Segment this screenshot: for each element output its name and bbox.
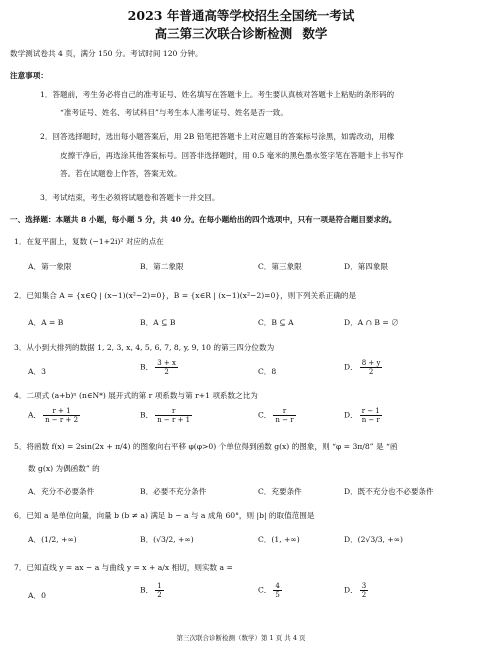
q4-option-a-label: A．: [28, 410, 42, 420]
q4-option-d-fraction: [360, 407, 382, 424]
q6-option-d: D．(2√3/3, +∞): [344, 535, 404, 544]
q4-option-a: [28, 407, 82, 424]
q4-d-denominator: n − r: [361, 416, 380, 424]
q4-c-numerator: r: [273, 407, 295, 416]
q5-option-d: D．既不充分也不必要条件: [344, 487, 434, 496]
q4-b-numerator: r: [155, 407, 192, 416]
q5-stem-continued: 数 g(x) 为偶函数” 的: [28, 464, 100, 473]
q7-b-numerator: 1: [157, 582, 162, 590]
note-3: 3．考试结束，考生必须将试题卷和答题卡一并交回。: [40, 193, 220, 202]
q4-d-numerator: r − 1: [360, 407, 382, 416]
q7-option-d-fraction: [360, 582, 368, 599]
exam-subtitle: 高三第三次联合诊断检测 数学: [154, 26, 328, 41]
q7-d-denominator: 2: [361, 591, 367, 599]
note-2-line-2: 皮擦干净后，再选涂其他答案标号。回答非选择题时，用 0.5 毫米的黑色墨水签字笔在答题卡上书写作: [60, 151, 404, 160]
q7-c-denominator: 5: [275, 591, 280, 599]
q5-option-a: A．充分不必要条件: [28, 487, 95, 496]
q4-a-denominator: n − r + 2: [45, 416, 79, 424]
notes-heading: 注意事项：: [10, 71, 48, 80]
q4-option-b: [140, 407, 194, 424]
q4-option-c-fraction: [273, 407, 295, 424]
q3-option-d-label: D．: [344, 362, 358, 372]
q7-option-b-fraction: [155, 582, 163, 599]
q3-b-numerator: 3 + x: [157, 359, 176, 367]
q7-option-b-label: B．: [140, 585, 154, 595]
q1-option-a: A．第一象限: [28, 262, 72, 271]
q4-option-d: [344, 407, 384, 424]
q4-option-b-label: B．: [140, 410, 154, 420]
q3-option-d: [344, 359, 384, 376]
q3-option-d-fraction: [360, 359, 383, 376]
q4-option-d-label: D．: [344, 410, 358, 420]
q1-option-b: B．第二象限: [140, 262, 184, 271]
q4-option-a-fraction: [43, 407, 80, 424]
q3-option-a: A．3: [28, 367, 46, 376]
note-2-line-3: 答。若在试题卷上作答，答案无效。: [60, 169, 182, 178]
q3-option-c: C．8: [258, 367, 277, 376]
q1-option-d: D．第四象限: [344, 262, 389, 271]
q7-d-numerator: 3: [361, 582, 367, 590]
q2-option-c: C．B ⊆ A: [258, 318, 294, 327]
q3-option-b: [140, 359, 180, 376]
q7-c-numerator: 4: [275, 582, 280, 590]
q4-option-b-fraction: [155, 407, 192, 424]
q3-d-denominator: 2: [368, 368, 374, 376]
q4-option-c-label: C．: [258, 410, 272, 420]
q1-stem: 1．在复平面上，复数 (−1+2i)² 对应的点在: [14, 237, 164, 246]
note-1-line-2: “准考证号、姓名、考试科目”与考生本人准考证号、姓名是否一致。: [60, 108, 288, 117]
q2-option-a: A．A = B: [28, 318, 64, 327]
q7-option-b: [140, 582, 166, 599]
q3-d-numerator: 8 + y: [361, 359, 381, 367]
q7-b-denominator: 2: [157, 591, 162, 599]
q6-option-c: C．(1, +∞): [258, 535, 300, 544]
q2-option-b: B．A ⊆ B: [140, 318, 176, 327]
q3-b-denominator: 2: [164, 368, 169, 376]
q3-stem: 3．从小到大排列的数据 1, 2, 3, x, 4, 5, 6, 7, 8, y, 9, 10 的第三四分位数为: [14, 343, 275, 352]
q7-stem: 7．已知直线 y = ax − a 与曲线 y = x + a/x 相切，则实数 a =: [14, 563, 233, 572]
exam-title: 2023 年普通高等学校招生全国统一考试: [127, 8, 355, 23]
q4-c-denominator: n − r: [275, 416, 294, 424]
q4-stem: 4．二项式 (a+b)ⁿ (n∈N*) 展开式的第 r 项系数与第 r+1 项系数之比为: [14, 391, 258, 400]
q5-stem: 5．将函数 f(x) = 2sin(2x + π/4) 的图象向右平移 φ(φ>0) 个单位得到函数 g(x) 的图象，则 “φ = 3π/8” 是 “函: [14, 442, 398, 451]
q7-option-c: [258, 582, 284, 599]
note-1-line-1: 1．答题前，考生务必将自己的准考证号、姓名填写在答题卡上。考生要认真核对答题卡上粘贴的条形码的: [40, 90, 395, 99]
q7-option-d: [344, 582, 370, 599]
q6-option-a: A．(1/2, +∞): [28, 535, 77, 544]
q6-stem: 6．已知 a 是单位向量，向量 b (b ≠ a) 满足 b − a 与 a 成角 60°，则 |b| 的取值范围是: [14, 511, 315, 520]
q6-option-b: B．(√3/2, +∞): [140, 535, 194, 544]
q7-option-c-fraction: [273, 582, 281, 599]
q7-option-c-label: C．: [258, 585, 272, 595]
q2-option-d: D．A ∩ B = ∅: [344, 318, 399, 327]
q3-option-b-fraction: [155, 359, 178, 376]
q7-option-a: A．0: [28, 591, 46, 600]
q4-option-c: [258, 407, 298, 424]
section-1-heading: 一、选择题：本题共 8 小题，每小题 5 分，共 40 分。在每小题给出的四个选项中，只有一项是符合题目要求的。: [10, 215, 397, 224]
q4-a-numerator: r + 1: [43, 407, 80, 416]
page-footer: 第三次联合诊断检测（数学）第 1 页 共 4 页: [176, 634, 306, 642]
note-2-line-1: 2．回答选择题时，选出每小题答案后，用 2B 铅笔把答题卡上对应题目的答案标号涂黑，如需改动，用橡: [40, 132, 395, 141]
q5-option-b: B．必要不充分条件: [140, 487, 207, 496]
q2-stem: 2．已知集合 A = {x∈Q | (x−1)(x²−2)=0}，B = {x∈R | (x−1)(x²−2)=0}，则下列关系正确的是: [14, 291, 357, 300]
q4-b-denominator: n − r + 1: [157, 416, 191, 424]
q7-option-d-label: D．: [344, 585, 358, 595]
q5-option-c: C．充要条件: [258, 487, 302, 496]
q3-option-b-label: B．: [140, 362, 154, 372]
q1-option-c: C．第三象限: [258, 262, 302, 271]
intro-text: 数学测试卷共 4 页，满分 150 分。考试时间 120 分钟。: [10, 49, 203, 58]
